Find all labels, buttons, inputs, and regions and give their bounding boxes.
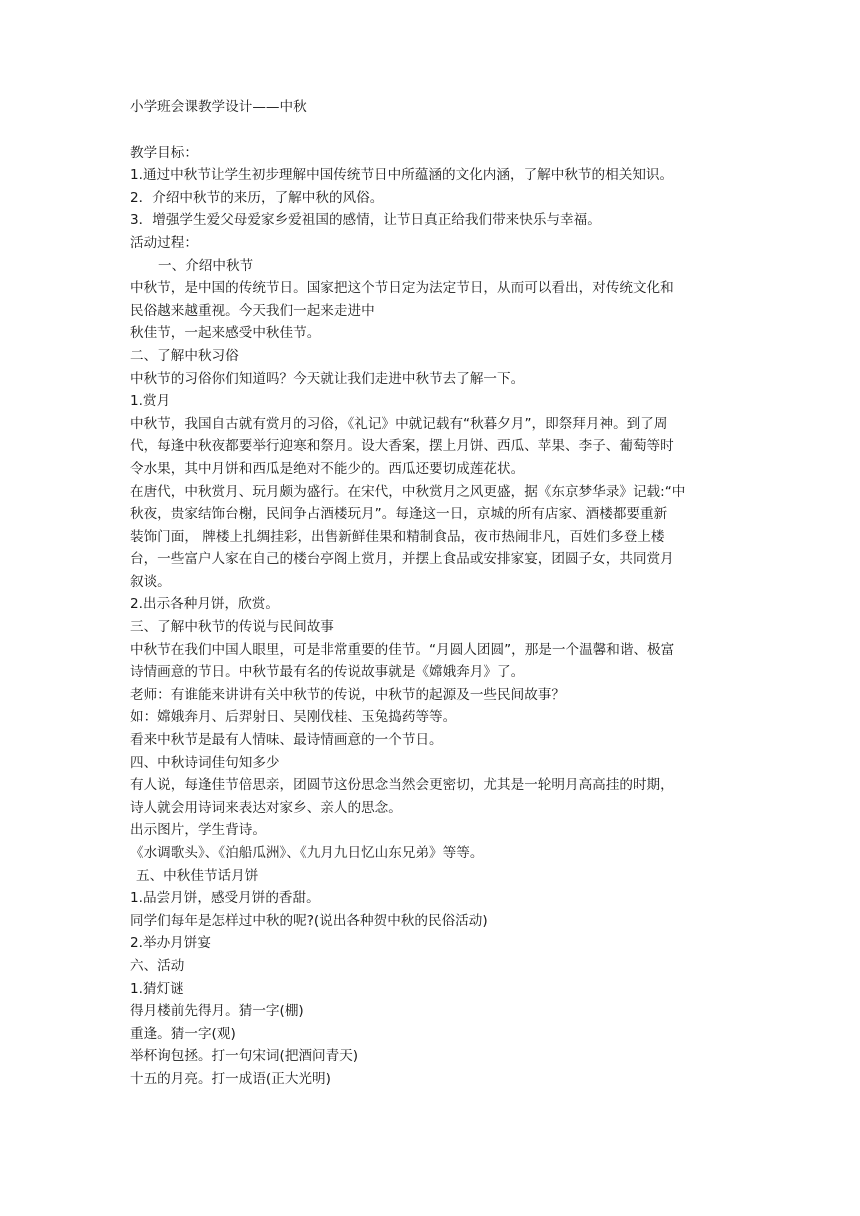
- paragraph-line: 看来中秋节是最有人情味、最诗情画意的一个节日。: [130, 732, 443, 749]
- process-heading: 活动过程：: [130, 234, 198, 251]
- paragraph-line: 代，每逢中秋夜都要举行迎寒和祭月。设大香案，摆上月饼、西瓜、苹果、李子、葡萄等时: [130, 438, 674, 455]
- paragraph-line: 1.猜灯谜: [130, 980, 184, 997]
- paragraph-line: 老师：有谁能来讲讲有关中秋节的传说，中秋节的起源及一些民间故事？: [130, 686, 565, 703]
- section-heading: 四、中秋诗词佳句知多少: [130, 754, 280, 771]
- riddle-line: 举杯询包拯。打一句宋词(把酒问青天): [130, 1048, 359, 1065]
- paragraph-line: 中秋节，我国自古就有赏月的习俗，《礼记》中就记载有“秋暮夕月”，即祭拜月神。到了周: [130, 415, 668, 432]
- paragraph-line: 同学们每年是怎样过中秋的呢?(说出各种贺中秋的民俗活动): [130, 912, 488, 929]
- paragraph-line: 出示图片，学生背诗。: [130, 822, 266, 839]
- paragraph-line: 台，一些富户人家在自己的楼台亭阁上赏月，并摆上食品或安排家宴，团圆子女，共同赏月: [130, 551, 674, 568]
- paragraph-line: 诗情画意的节日。中秋节最有名的传说故事就是《嫦娥奔月》了。: [130, 664, 525, 681]
- paragraph-line: 中秋节，是中国的传统节日。国家把这个节日定为法定节日，从而可以看出，对传统文化和: [130, 280, 674, 297]
- section-heading: 五、中秋佳节话月饼: [136, 867, 259, 884]
- document-body: [130, 96, 730, 1091]
- paragraph-line: 1.品尝月饼，感受月饼的香甜。: [130, 890, 320, 907]
- paragraph-line: 中秋节在我们中国人眼里，可是非常重要的佳节。“月圆人团圆”，那是一个温馨和谐、极富: [130, 641, 675, 658]
- riddle-line: 十五的月亮。打一成语(正大光明): [130, 1070, 331, 1087]
- paragraph-line: 如：嫦娥奔月、后羿射日、吴刚伐桂、玉兔捣药等等。: [130, 709, 457, 726]
- goal-item: 3．增强学生爱父母爱家乡爱祖国的感情，让节日真正给我们带来快乐与幸福。: [130, 212, 601, 229]
- paragraph-line: 有人说，每逢佳节倍思亲，团圆节这份思念当然会更密切，尤其是一轮明月高高挂的时期，: [130, 777, 674, 794]
- section-heading: 三、了解中秋节的传说与民间故事: [130, 619, 334, 636]
- paragraph-line: 2.举办月饼宴: [130, 935, 211, 952]
- paragraph-line: 装饰门面， 牌楼上扎绸挂彩，出售新鲜佳果和精制食品，夜市热闹非凡，百姓们多登上楼: [130, 528, 665, 545]
- paragraph-line: 叙谈。: [130, 573, 171, 590]
- goal-item: 2．介绍中秋节的来历，了解中秋的风俗。: [130, 189, 384, 206]
- riddle-line: 得月楼前先得月。猜一字(棚): [130, 1003, 304, 1020]
- paragraph-line: 令水果，其中月饼和西瓜是绝对不能少的。西瓜还要切成莲花状。: [130, 460, 525, 477]
- riddle-line: 重逢。猜一字(观): [130, 1025, 236, 1042]
- section-heading: 二、了解中秋习俗: [130, 347, 239, 364]
- paragraph-line: 在唐代，中秋赏月、玩月颇为盛行。在宋代，中秋赏月之风更盛，据《东京梦华录》记载:“中: [130, 483, 686, 500]
- document-title: 小学班会课教学设计——中秋: [130, 99, 307, 115]
- subheading: 1.赏月: [130, 393, 171, 410]
- goal-item: 1.通过中秋节让学生初步理解中国传统节日中所蕴涵的文化内涵，了解中秋节的相关知识。: [130, 167, 674, 184]
- section-heading: 六、活动: [130, 957, 185, 974]
- paragraph-line: 《水调歌头》、《泊船瓜洲》、《九月九日忆山东兄弟》等等。: [130, 845, 484, 861]
- paragraph-line: 民俗越来越重视。今天我们一起来走进中: [130, 302, 375, 319]
- paragraph-line: 诗人就会用诗词来表达对家乡、亲人的思念。: [130, 799, 402, 816]
- subheading: 2.出示各种月饼，欣赏。: [130, 596, 279, 613]
- goals-heading: 教学目标：: [130, 144, 198, 161]
- paragraph-line: 秋夜，贵家结饰台榭，民间争占酒楼玩月”。每逢这一日，京城的所有店家、酒楼都要重新: [130, 506, 668, 523]
- paragraph-line: 秋佳节，一起来感受中秋佳节。: [130, 325, 321, 342]
- paragraph-line: 中秋节的习俗你们知道吗？今天就让我们走进中秋节去了解一下。: [130, 370, 525, 387]
- section-heading: 一、介绍中秋节: [158, 257, 254, 274]
